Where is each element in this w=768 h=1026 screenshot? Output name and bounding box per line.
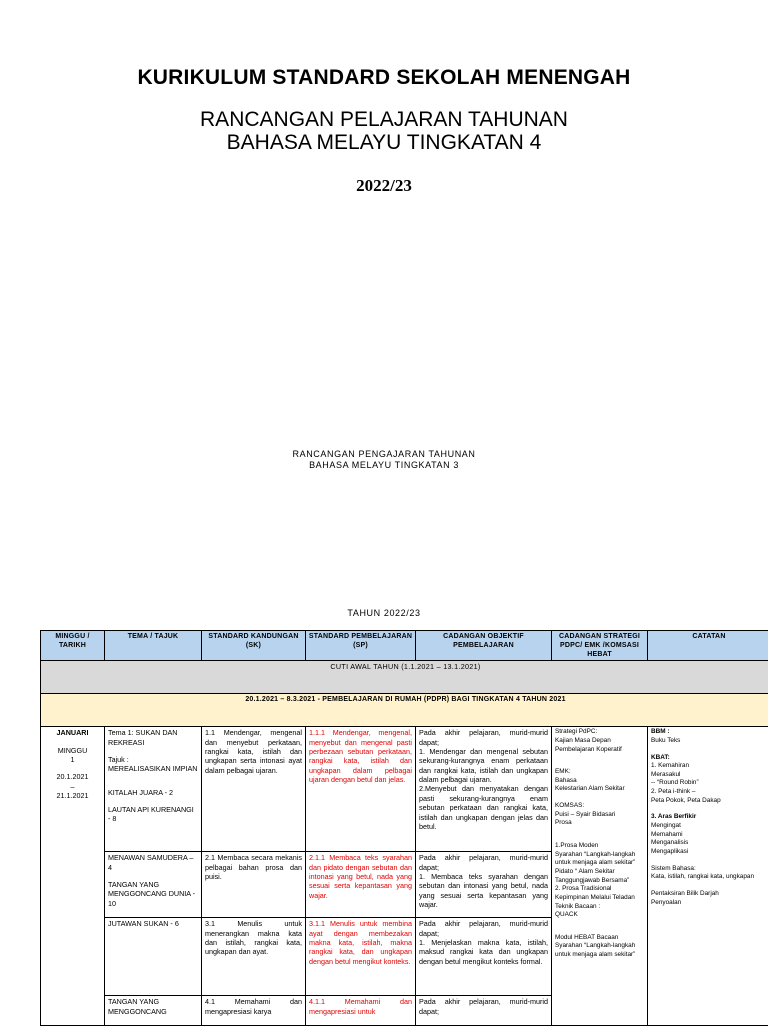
objektif-text: 1. Membaca teks syarahan dengan sebutan dan intonasi yang betul, nada yang sesuai serta kepantasan yang wajar. bbox=[419, 872, 548, 909]
sp-cell: 3.1.1 Menulis untuk membina ayat dengan membezakan makna kata, istilah, makna rangkai kata, dan ungkapan dengan betul mengikut konteks. bbox=[306, 918, 416, 996]
main-title: KURIKULUM STANDARD SEKOLAH MENENGAH bbox=[0, 66, 768, 90]
objektif-text: Pada akhir pelajaran, murid-murid dapat; bbox=[419, 728, 548, 747]
tema-text: JUTAWAN SUKAN - 6 bbox=[108, 919, 198, 928]
week-date-dash: – bbox=[44, 782, 101, 791]
sk-cell: 1.1 Mendengar, mengenal dan menyebut perkataan, rangkai kata, istilah dan ungkapan serta intonasi ayat dalam pelbagai ujaran. bbox=[202, 727, 306, 852]
tema-text: TANGAN YANG MENGGONCANG bbox=[108, 997, 198, 1016]
catatan-cell bbox=[648, 727, 768, 1026]
strategi-text: Kelestarian Alam Sekitar bbox=[555, 785, 644, 794]
pdpr-row bbox=[41, 694, 768, 727]
catatan-text: Mengaplikasi bbox=[651, 848, 767, 857]
pdpr-cell: 20.1.2021 – 8.3.2021 - PEMBELAJARAN DI RUMAH (PDPR) BAGI TINGKATAN 4 TAHUN 2021 bbox=[41, 694, 768, 727]
objektif-text: Pada akhir pelajaran, murid-murid dapat; bbox=[419, 853, 548, 872]
objektif-text: 2.Menyebut dan menyatakan dengan pasti sekurang-kurangnya enam sebutan perkataan dan rangkai kata, istilah dan ungkapan dengan jelas dan betul. bbox=[419, 784, 548, 831]
catatan-text: BBM : bbox=[651, 728, 767, 737]
objektif-text: Pada akhir pelajaran, murid-murid dapat; bbox=[419, 919, 548, 938]
catatan-text: Sistem Bahasa: bbox=[651, 865, 767, 874]
week-cell bbox=[41, 727, 105, 1026]
sk-cell: 2.1 Membaca secara mekanis pelbagai bahan prosa dan puisi. bbox=[202, 852, 306, 918]
col-header-sp: STANDARD PEMBELAJARAN (SP) bbox=[306, 631, 416, 661]
strategi-cell bbox=[552, 727, 648, 1026]
col-header-tema: TEMA / TAJUK bbox=[105, 631, 202, 661]
strategi-text: EMK: bbox=[555, 768, 644, 777]
catatan-text: Merasakul bbox=[651, 771, 767, 780]
strategi-text: Pidato “ Alam Sekitar Tanggungjawab Bersama” bbox=[555, 868, 644, 885]
objektif-cell bbox=[416, 918, 552, 996]
catatan-text: Buku Teks bbox=[651, 737, 767, 746]
catatan-text: Pentaksiran Bilik Darjah bbox=[651, 890, 767, 899]
objektif-cell bbox=[416, 727, 552, 852]
strategi-text: Puisi – Syair Bidasari bbox=[555, 811, 644, 820]
strategi-text: Prosa bbox=[555, 819, 644, 828]
strategi-text: Bahasa bbox=[555, 777, 644, 786]
rpt-table bbox=[40, 630, 768, 1026]
catatan-text: Kata, istilah, rangkai kata, ungkapan bbox=[651, 873, 767, 882]
catatan-text: -- “Round Robin” bbox=[651, 779, 767, 788]
objektif-text: 1. Mendengar dan mengenal sebutan sekurang-kurangnya enam perkataan dan rangkai kata, istilah dan ungkapan dalam pelbagai ujaran. bbox=[419, 747, 548, 784]
cuti-cell: CUTI AWAL TAHUN (1.1.2021 – 13.1.2021) bbox=[41, 661, 768, 694]
tema-text: TANGAN YANG MENGGONCANG DUNIA - 10 bbox=[108, 880, 198, 908]
catatan-text: Peta Pokok, Peta Dakap bbox=[651, 797, 767, 806]
second-title-line2: BAHASA MELAYU TINGKATAN 3 bbox=[0, 460, 768, 470]
table-year: TAHUN 2022/23 bbox=[0, 608, 768, 618]
table-row bbox=[41, 727, 768, 852]
tema-text: Tema 1: SUKAN DAN REKREASI bbox=[108, 728, 198, 747]
week-label: MINGGU bbox=[44, 746, 101, 755]
strategi-text: 2. Prosa Tradisional bbox=[555, 885, 644, 894]
tema-text: LAUTAN API KURENANGI - 8 bbox=[108, 805, 198, 824]
cuti-row bbox=[41, 661, 768, 694]
objektif-text: Pada akhir pelajaran, murid-murid dapat; bbox=[419, 997, 548, 1016]
catatan-text: Penyoalan bbox=[651, 899, 767, 908]
strategi-text: Teknik Bacaan : bbox=[555, 903, 644, 912]
objektif-cell bbox=[416, 996, 552, 1026]
sp-cell: 2.1.1 Membaca teks syarahan dan pidato dengan sebutan dan intonasi yang betul, nada yang sesuai serta kepantasan yang wajar. bbox=[306, 852, 416, 918]
tema-text: KITALAH JUARA - 2 bbox=[108, 788, 198, 797]
col-header-strategi: CADANGAN STRATEGI PDPC/ EMK /KOMSASI HEBAT bbox=[552, 631, 648, 661]
week-month: JANUARI bbox=[44, 728, 101, 737]
strategi-text: KOMSAS: bbox=[555, 802, 644, 811]
week-number: 1 bbox=[44, 755, 101, 764]
catatan-text: Memahami bbox=[651, 831, 767, 840]
sk-cell: 4.1 Memahami dan mengapresiasi karya bbox=[202, 996, 306, 1026]
subtitle-line2: BAHASA MELAYU TINGKATAN 4 bbox=[0, 131, 768, 155]
tema-text: Tajuk : bbox=[108, 755, 198, 764]
tema-text: MENAWAN SAMUDERA – 4 bbox=[108, 853, 198, 872]
second-title-line1: RANCANGAN PENGAJARAN TAHUNAN bbox=[0, 449, 768, 459]
subtitle-line1: RANCANGAN PELAJARAN TAHUNAN bbox=[0, 108, 768, 132]
table-header-row bbox=[41, 631, 768, 661]
week-date-from: 20.1.2021 bbox=[44, 772, 101, 781]
objektif-cell bbox=[416, 852, 552, 918]
col-header-sk: STANDARD KANDUNGAN (SK) bbox=[202, 631, 306, 661]
sp-cell: 1.1.1 Mendengar, mengenal, menyebut dan mengenal pasti perbezaan sebutan perkataan, rangkai kata, istilah dan ungkapan dalam pelbagai ujaran dengan betul dan jelas. bbox=[306, 727, 416, 852]
tema-cell bbox=[105, 918, 202, 996]
catatan-text: 3. Aras Berfikir bbox=[651, 813, 767, 822]
col-header-catatan: CATATAN bbox=[648, 631, 768, 661]
strategi-text: Kepimpinan Melalui Teladan bbox=[555, 894, 644, 903]
strategi-text: Syarahan “Langkah-langkah untuk menjaga alam sekitar” bbox=[555, 851, 644, 868]
strategi-text: 1.Prosa Moden bbox=[555, 842, 644, 851]
strategi-text: Modul HEBAT Bacaan bbox=[555, 934, 644, 943]
strategi-text: Kajian Masa Depan bbox=[555, 737, 644, 746]
objektif-text: 1. Menjelaskan makna kata, istilah, maksud rangkai kata dan ungkapan dengan betul mengikut konteks formal. bbox=[419, 938, 548, 966]
catatan-text: Menganalisis bbox=[651, 839, 767, 848]
strategi-text: QUACK bbox=[555, 911, 644, 920]
strategi-text: Syarahan “Langkah-langkah untuk menjaga alam sekitar” bbox=[555, 942, 644, 959]
col-header-minggu: MINGGU / TARIKH bbox=[41, 631, 105, 661]
catatan-text: 2. Peta i-think – bbox=[651, 788, 767, 797]
strategi-text: Pembelajaran Koperatif bbox=[555, 746, 644, 755]
col-header-objektif: CADANGAN OBJEKTIF PEMBELAJARAN bbox=[416, 631, 552, 661]
tema-text: MEREALISASIKAN IMPIAN bbox=[108, 764, 198, 773]
tema-cell bbox=[105, 996, 202, 1026]
catatan-text: Mengingat bbox=[651, 822, 767, 831]
week-date-to: 21.1.2021 bbox=[44, 791, 101, 800]
year: 2022/23 bbox=[0, 176, 768, 196]
tema-cell bbox=[105, 727, 202, 852]
tema-cell bbox=[105, 852, 202, 918]
catatan-text: 1. Kemahiran bbox=[651, 762, 767, 771]
strategi-text: Strategi PdPC: bbox=[555, 728, 644, 737]
sk-cell: 3.1 Menulis untuk menerangkan makna kata dan istilah, rangkai kata, ungkapan dan ayat. bbox=[202, 918, 306, 996]
catatan-text: KBAT: bbox=[651, 754, 767, 763]
sp-cell: 4.1.1 Memahami dan mengapresiasi untuk bbox=[306, 996, 416, 1026]
